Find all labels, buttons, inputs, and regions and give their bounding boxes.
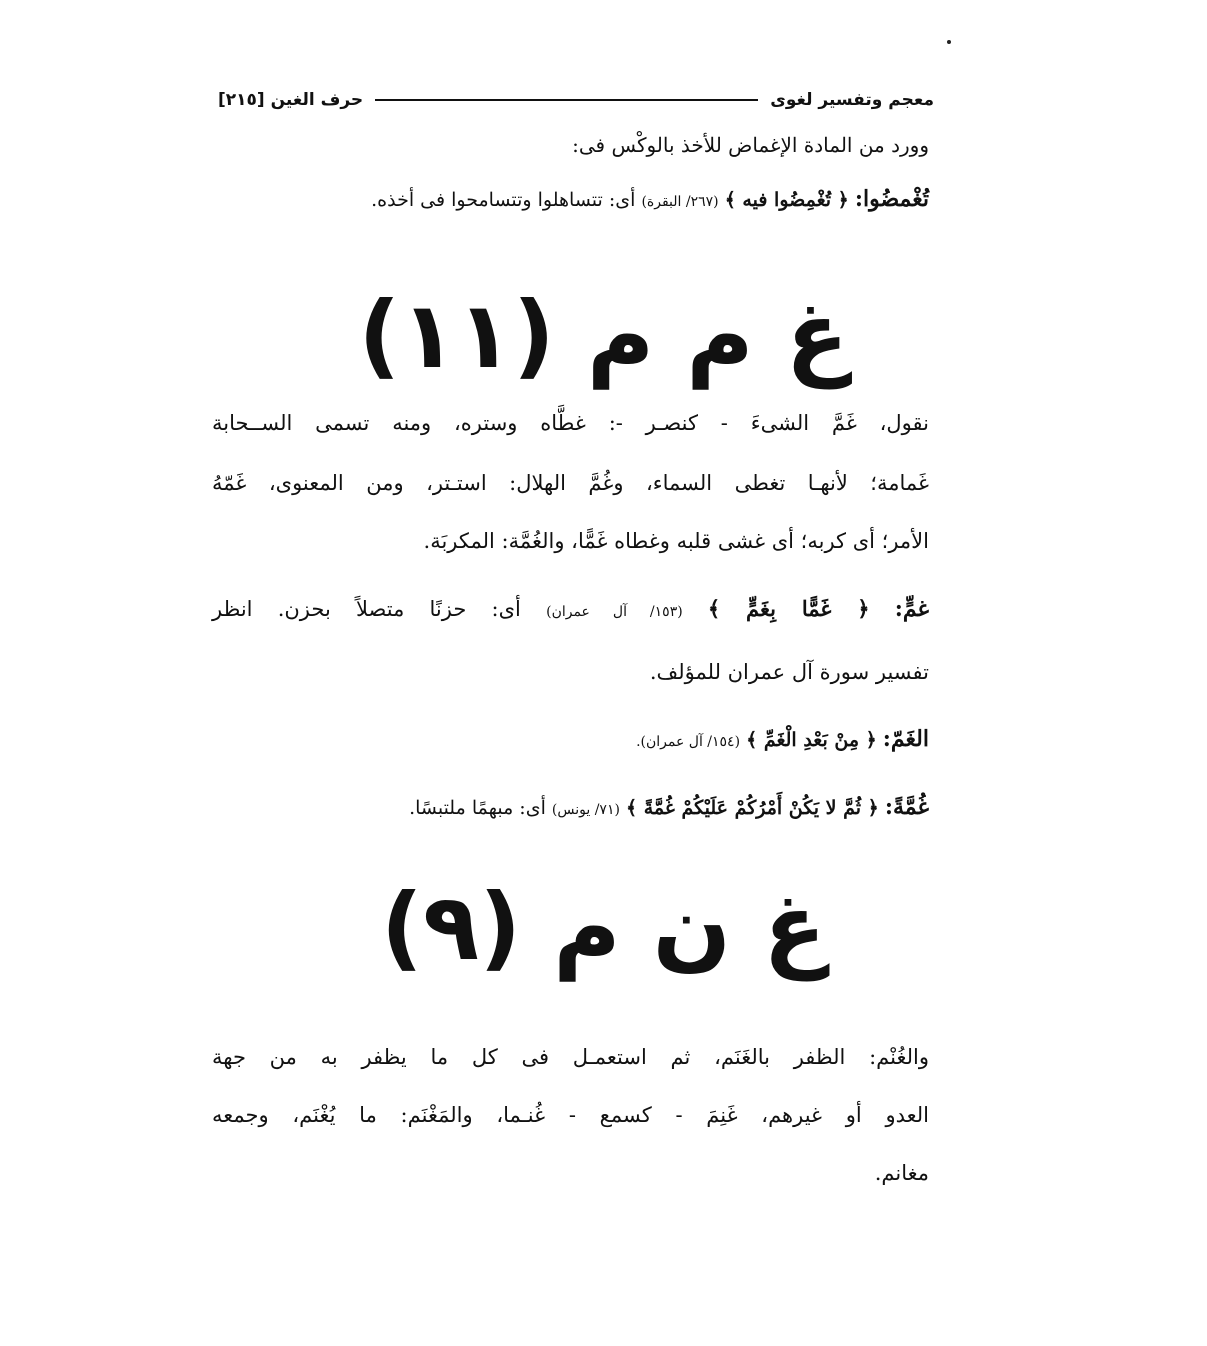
verse-reference: (٢٦٧/ البقرة): [641, 194, 719, 210]
entry-word: غُمَّةً:: [884, 794, 929, 820]
entry-word: تُغْمضُوا:: [854, 186, 929, 212]
quran-quote: ﴿ ثُمَّ لا يَكُنْ أَمْرُكُمْ عَلَيْكُمْ غُمَّةً ﴾: [625, 797, 879, 819]
section-label: [218, 90, 363, 110]
quran-quote: ﴿ مِنْ بَعْدِ الْغَمِّ ﴾: [746, 729, 877, 751]
entry-meaning: أى: تتساهلوا وتتسامحوا فى أخذه.: [371, 189, 636, 211]
header-rule: [375, 99, 758, 101]
paragraph-line: غَمامة؛ لأنهـا تغطى السماء، وغُمَّ الهلال: استـتر، ومن المعنوى، غَمّهُ: [212, 471, 929, 495]
entry-word: غمٍّ:: [894, 596, 930, 622]
verse-reference: (١٥٤/ آل عمران).: [636, 734, 741, 750]
verse-reference: (٧١/ يونس): [551, 802, 620, 818]
intro-line: وورد من المادة الإغماض للأخذ بالوكْس فى:: [572, 133, 929, 157]
entry-word: الغَمّ:: [882, 726, 929, 752]
verse-reference: (١٥٣/ آل عمران): [546, 604, 683, 620]
root-heading: غ ن م (٩): [380, 874, 827, 981]
entry-line: [636, 722, 929, 759]
intro-entry: [371, 182, 929, 219]
entry-continuation: تفسير سورة آل عمران للمؤلف.: [649, 660, 929, 684]
paragraph-line: مغانم.: [874, 1161, 929, 1185]
paragraph-line: الأمر؛ أى كربه؛ أى غشى قلبه وغطاه غَمًّا، والغُمَّة: المكربَة.: [423, 529, 929, 553]
scan-speck: [947, 40, 951, 44]
section-name: حرف الغين: [270, 90, 364, 110]
entry-line: [212, 592, 929, 629]
quran-quote: ﴿ غَمًّا بِغَمٍّ ﴾: [707, 596, 870, 621]
paragraph-line: والغُنْم: الظفر بالغَنَم، ثم استعمـل فى كل ما يظفر به من جهة: [212, 1045, 929, 1069]
paragraph-line: العدو أو غيرهم، غَنِمَ - كسمع - غُنـما، والمَغْنَم: ما يُغْنَم، وجمعه: [212, 1103, 929, 1127]
entry-meaning: أى: مبهمًا ملتبسًا.: [409, 797, 546, 819]
root-heading: غ م م (١١): [358, 282, 849, 389]
running-header: [218, 86, 934, 114]
book-title: معجم وتفسير لغوى: [770, 90, 934, 110]
entry-line: [409, 790, 929, 827]
entry-meaning: أى: حزنًا متصلاً بحزن. انظر: [212, 597, 521, 621]
page-number: [٢١٥]: [218, 90, 265, 110]
quran-quote: ﴿ تُغْمِضُوا فيه ﴾: [724, 189, 849, 211]
paragraph-line: نقول، غَمَّ الشىءَ - كنصـر -: غطَّاه وستره، ومنه تسمى الســحابة: [212, 411, 929, 435]
